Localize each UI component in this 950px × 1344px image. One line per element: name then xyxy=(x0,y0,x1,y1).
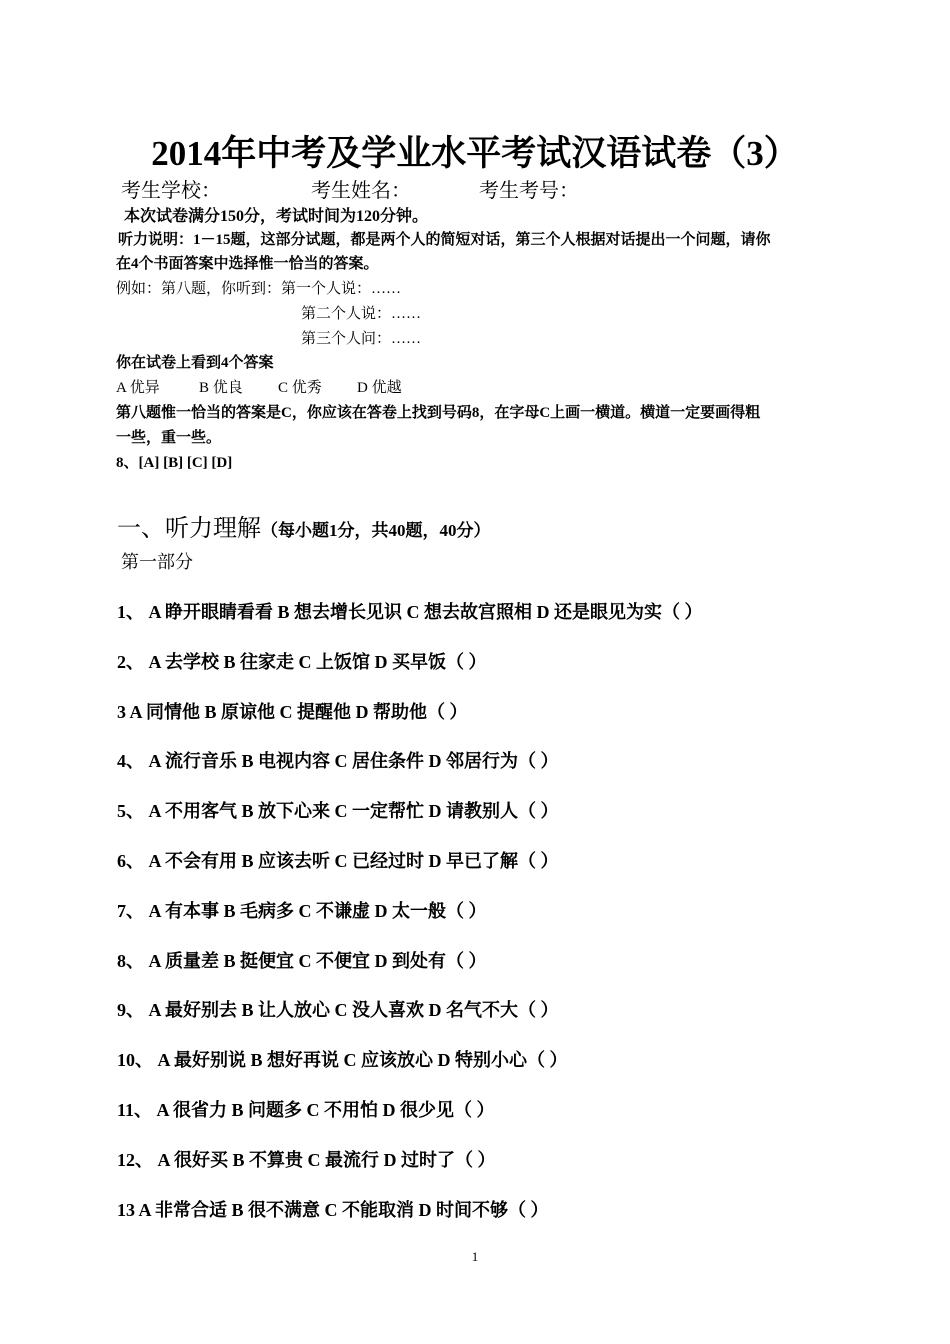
question-item: 6、 A 不会有用 B 应该去听 C 已经过时 D 早已了解（ ） xyxy=(117,851,559,871)
answer-line-2: 一些，重一些。 xyxy=(116,430,222,446)
exam-info: 本次试卷满分150分，考试时间为120分钟。 xyxy=(124,208,429,225)
question-item: 9、 A 最好别去 B 让人放心 C 没人喜欢 D 名气不大（ ） xyxy=(117,1000,559,1020)
question-item: 1、 A 睁开眼睛看看 B 想去增长见识 C 想去故宫照相 D 还是眼见为实（ ） xyxy=(117,602,703,622)
question-item: 2、 A 去学校 B 往家走 C 上饭馆 D 买早饭（ ） xyxy=(117,652,487,672)
question-item: 11、 A 很省力 B 问题多 C 不用怕 D 很少见（ ） xyxy=(117,1100,495,1120)
number-label: 考生考号： xyxy=(479,180,579,202)
example-line-2: 第二个人说：…… xyxy=(301,306,422,322)
section-note: （每小题1分，共40题，40分） xyxy=(261,521,491,540)
part-label: 第一部分 xyxy=(121,552,193,572)
school-label: 考生学校： xyxy=(121,180,221,202)
example-line-1: 例如：第八题，你听到：第一个人说：…… xyxy=(116,281,402,297)
question-item: 12、 A 很好买 B 不算贵 C 最流行 D 过时了（ ） xyxy=(117,1150,496,1170)
page-number: 1 xyxy=(471,1249,479,1264)
page-title: 2014年中考及学业水平考试汉语试卷（3） xyxy=(151,134,799,173)
example-line-3: 第三个人问：…… xyxy=(301,331,422,347)
section-title: 一、听力理解 xyxy=(117,516,261,542)
question-item: 10、 A 最好别说 B 想好再说 C 应该放心 D 特别小心（ ） xyxy=(117,1050,568,1070)
instructions-line-1: 听力说明：1－15题，这部分试题，都是两个人的简短对话，第三个人根据对话提出一个问题，请你 xyxy=(118,232,771,248)
example-option-d: D 优越 xyxy=(357,380,402,396)
example-option-a: A 优异 xyxy=(116,380,160,396)
question-item: 4、 A 流行音乐 B 电视内容 C 居住条件 D 邻居行为（ ） xyxy=(117,751,559,771)
see-answers-text: 你在试卷上看到4个答案 xyxy=(116,355,274,371)
example-option-b: B 优良 xyxy=(199,380,243,396)
question-item: 13 A 非常合适 B 很不满意 C 不能取消 D 时间不够（ ） xyxy=(117,1200,549,1220)
example-option-c: C 优秀 xyxy=(278,380,322,396)
section-heading xyxy=(117,508,491,543)
question-item: 7、 A 有本事 B 毛病多 C 不谦虚 D 太一般（ ） xyxy=(117,901,487,921)
mark-example: 8、[A] [B] [C] [D] xyxy=(116,455,233,471)
name-label: 考生姓名： xyxy=(311,180,411,202)
question-item: 5、 A 不用客气 B 放下心来 C 一定帮忙 D 请教别人（ ） xyxy=(117,801,559,821)
answer-line-1: 第八题惟一恰当的答案是C，你应该在答卷上找到号码8，在字母C上画一横道。横道一定要画得粗 xyxy=(116,405,761,421)
instructions-line-2: 在4个书面答案中选择惟一恰当的答案。 xyxy=(116,256,379,272)
question-item: 3 A 同情他 B 原谅他 C 提醒他 D 帮助他（ ） xyxy=(117,702,468,722)
question-item: 8、 A 质量差 B 挺便宜 C 不便宜 D 到处有（ ） xyxy=(117,951,487,971)
